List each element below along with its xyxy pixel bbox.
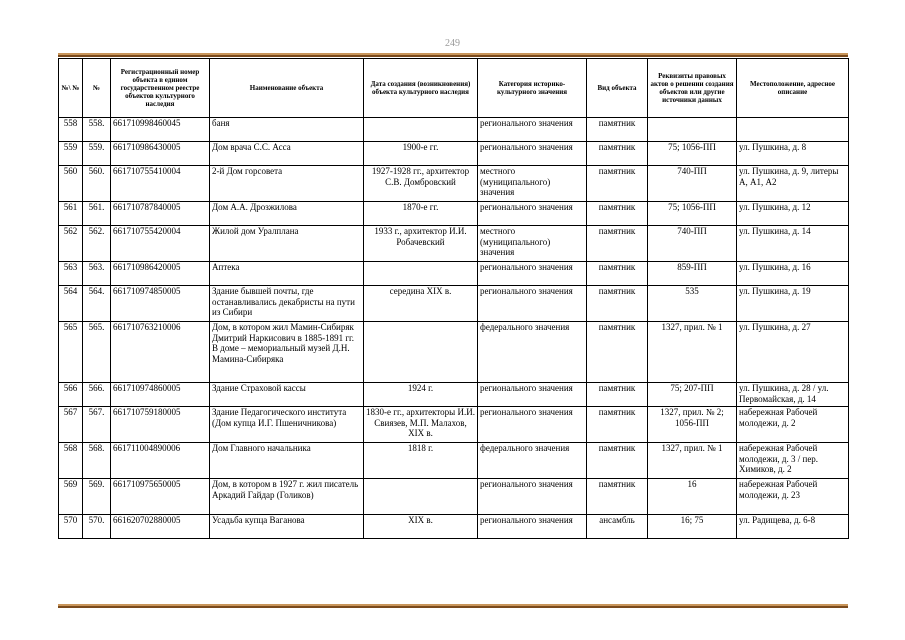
object-name-cell: Аптека <box>210 262 364 286</box>
row-number-cell: 561 <box>59 202 83 226</box>
row-number-cell: 568 <box>59 443 83 479</box>
registration-number-cell: 661710986430005 <box>111 142 210 166</box>
table-row <box>59 322 849 383</box>
creation-date-cell: середина XIX в. <box>364 286 478 322</box>
creation-date-cell: XIX в. <box>364 515 478 539</box>
location-cell: ул. Радищева, д. 6-8 <box>737 515 849 539</box>
object-type-cell: памятник <box>587 286 648 322</box>
item-number-cell: 567. <box>83 407 111 443</box>
category-cell: регионального значения <box>478 407 587 443</box>
creation-date-cell <box>364 322 478 383</box>
header-cell: Дата создания (возникновения) объекта культурного наследия <box>364 59 478 118</box>
item-number-cell: 560. <box>83 166 111 202</box>
item-number-cell: 566. <box>83 383 111 407</box>
registration-number-cell: 661710975650005 <box>111 479 210 515</box>
registration-number-cell: 661710974850005 <box>111 286 210 322</box>
location-cell <box>737 118 849 142</box>
object-name-cell: 2-й Дом горсовета <box>210 166 364 202</box>
table-row <box>59 407 849 443</box>
category-cell: регионального значения <box>478 202 587 226</box>
registration-number-cell: 661710974860005 <box>111 383 210 407</box>
location-cell: ул. Пушкина, д. 28 / ул. Первомайская, д. 14 <box>737 383 849 407</box>
table-body <box>59 118 849 539</box>
footer-rule <box>58 604 848 608</box>
row-number-cell: 565 <box>59 322 83 383</box>
legal-acts-cell: 1327, прил. № 1 <box>648 443 737 479</box>
location-cell: ул. Пушкина, д. 16 <box>737 262 849 286</box>
category-cell: федерального значения <box>478 322 587 383</box>
registration-number-cell: 661710763210006 <box>111 322 210 383</box>
legal-acts-cell: 75; 207-ПП <box>648 383 737 407</box>
creation-date-cell: 1900-е гг. <box>364 142 478 166</box>
object-type-cell: памятник <box>587 262 648 286</box>
legal-acts-cell: 75; 1056-ПП <box>648 142 737 166</box>
location-cell: ул. Пушкина, д. 27 <box>737 322 849 383</box>
object-name-cell: Дом врача С.С. Асса <box>210 142 364 166</box>
legal-acts-cell: 1327, прил. № 2; 1056-ПП <box>648 407 737 443</box>
object-name-cell: Здание бывшей почты, где останавливались декабристы на пути из Сибири <box>210 286 364 322</box>
table-row <box>59 515 849 539</box>
table-row <box>59 142 849 166</box>
row-number-cell: 569 <box>59 479 83 515</box>
object-type-cell: памятник <box>587 142 648 166</box>
item-number-cell: 569. <box>83 479 111 515</box>
registration-number-cell: 661710759180005 <box>111 407 210 443</box>
item-number-cell: 563. <box>83 262 111 286</box>
legal-acts-cell: 16 <box>648 479 737 515</box>
category-cell: регионального значения <box>478 118 587 142</box>
page-number: 249 <box>445 38 460 49</box>
table-row <box>59 262 849 286</box>
item-number-cell: 562. <box>83 226 111 262</box>
registration-number-cell: 661710986420005 <box>111 262 210 286</box>
category-cell: федерального значения <box>478 443 587 479</box>
creation-date-cell <box>364 479 478 515</box>
object-name-cell: Дом, в котором в 1927 г. жил писатель Аркадий Гайдар (Голиков) <box>210 479 364 515</box>
row-number-cell: 566 <box>59 383 83 407</box>
row-number-cell: 563 <box>59 262 83 286</box>
object-name-cell: Здание Педагогического института (Дом купца И.Г. Пшеничникова) <box>210 407 364 443</box>
object-type-cell: памятник <box>587 322 648 383</box>
category-cell: регионального значения <box>478 515 587 539</box>
object-type-cell: памятник <box>587 226 648 262</box>
heritage-registry-table <box>58 58 849 539</box>
location-cell: ул. Пушкина, д. 9, литеры А, А1, А2 <box>737 166 849 202</box>
header-cell: Категория историко-культурного значения <box>478 59 587 118</box>
legal-acts-cell: 535 <box>648 286 737 322</box>
object-name-cell: Здание Страховой кассы <box>210 383 364 407</box>
legal-acts-cell <box>648 118 737 142</box>
item-number-cell: 570. <box>83 515 111 539</box>
object-type-cell: памятник <box>587 202 648 226</box>
registration-number-cell: 661710755410004 <box>111 166 210 202</box>
table-row <box>59 383 849 407</box>
creation-date-cell <box>364 118 478 142</box>
location-cell: набережная Рабочей молодежи, д. 2 <box>737 407 849 443</box>
location-cell: ул. Пушкина, д. 19 <box>737 286 849 322</box>
registration-number-cell: 661710998460045 <box>111 118 210 142</box>
creation-date-cell <box>364 262 478 286</box>
object-name-cell: Дом Главного начальника <box>210 443 364 479</box>
table-row <box>59 479 849 515</box>
table-row <box>59 118 849 142</box>
category-cell: регионального значения <box>478 262 587 286</box>
row-number-cell: 570 <box>59 515 83 539</box>
object-name-cell: Усадьба купца Ваганова <box>210 515 364 539</box>
row-number-cell: 564 <box>59 286 83 322</box>
registration-number-cell: 661710755420004 <box>111 226 210 262</box>
table-row <box>59 202 849 226</box>
item-number-cell: 561. <box>83 202 111 226</box>
item-number-cell: 565. <box>83 322 111 383</box>
object-type-cell: памятник <box>587 166 648 202</box>
category-cell: регионального значения <box>478 479 587 515</box>
table-row <box>59 443 849 479</box>
location-cell: набережная Рабочей молодежи, д. 3 / пер. Химиков, д. 2 <box>737 443 849 479</box>
legal-acts-cell: 1327, прил. № 1 <box>648 322 737 383</box>
header-rule <box>58 53 848 57</box>
row-number-cell: 558 <box>59 118 83 142</box>
row-number-cell: 560 <box>59 166 83 202</box>
table-row <box>59 166 849 202</box>
category-cell: регионального значения <box>478 286 587 322</box>
table-row <box>59 226 849 262</box>
object-name-cell: баня <box>210 118 364 142</box>
header-cell: Регистрационный номер объекта в едином государственном реестре объектов культурного наследия <box>111 59 210 118</box>
category-cell: местного (муниципального) значения <box>478 226 587 262</box>
header-cell: Реквизиты правовых актов о решении создания объектов или другие источники данных <box>648 59 737 118</box>
object-type-cell: памятник <box>587 383 648 407</box>
object-type-cell: памятник <box>587 479 648 515</box>
object-name-cell: Жилой дом Уралплана <box>210 226 364 262</box>
object-type-cell: памятник <box>587 118 648 142</box>
creation-date-cell: 1924 г. <box>364 383 478 407</box>
object-name-cell: Дом, в котором жил Мамин-Сибиряк Дмитрий Наркисович в 1885-1891 гг. В доме – мемориальный музей Д.Н. Мамина-Сибиряка <box>210 322 364 383</box>
location-cell: набережная Рабочей молодежи, д. 23 <box>737 479 849 515</box>
item-number-cell: 559. <box>83 142 111 166</box>
header-cell: № <box>83 59 111 118</box>
category-cell: регионального значения <box>478 142 587 166</box>
legal-acts-cell: 16; 75 <box>648 515 737 539</box>
row-number-cell: 559 <box>59 142 83 166</box>
creation-date-cell: 1933 г., архитектор И.И. Робачевский <box>364 226 478 262</box>
legal-acts-cell: 740-ПП <box>648 166 737 202</box>
creation-date-cell: 1830-е гг., архитекторы И.И. Свиязев, М.П. Малахов, XIX в. <box>364 407 478 443</box>
category-cell: местного (муниципального) значения <box>478 166 587 202</box>
item-number-cell: 564. <box>83 286 111 322</box>
table-header-row <box>59 59 849 118</box>
header-cell: №\ № <box>59 59 83 118</box>
category-cell: регионального значения <box>478 383 587 407</box>
item-number-cell: 568. <box>83 443 111 479</box>
location-cell: ул. Пушкина, д. 14 <box>737 226 849 262</box>
legal-acts-cell: 740-ПП <box>648 226 737 262</box>
item-number-cell: 558. <box>83 118 111 142</box>
registration-number-cell: 661620702880005 <box>111 515 210 539</box>
legal-acts-cell: 75; 1056-ПП <box>648 202 737 226</box>
row-number-cell: 567 <box>59 407 83 443</box>
header-cell: Наименование объекта <box>210 59 364 118</box>
header-cell: Вид объекта <box>587 59 648 118</box>
header-cell: Местоположение, адресное описание <box>737 59 849 118</box>
creation-date-cell: 1870-е гг. <box>364 202 478 226</box>
object-type-cell: памятник <box>587 407 648 443</box>
row-number-cell: 562 <box>59 226 83 262</box>
object-type-cell: памятник <box>587 443 648 479</box>
creation-date-cell: 1927-1928 гг., архитектор С.В. Домбровский <box>364 166 478 202</box>
object-type-cell: ансамбль <box>587 515 648 539</box>
location-cell: ул. Пушкина, д. 8 <box>737 142 849 166</box>
location-cell: ул. Пушкина, д. 12 <box>737 202 849 226</box>
object-name-cell: Дом А.А. Дрозжилова <box>210 202 364 226</box>
creation-date-cell: 1818 г. <box>364 443 478 479</box>
registration-number-cell: 661710787840005 <box>111 202 210 226</box>
table-row <box>59 286 849 322</box>
registration-number-cell: 661711004890006 <box>111 443 210 479</box>
legal-acts-cell: 859-ПП <box>648 262 737 286</box>
